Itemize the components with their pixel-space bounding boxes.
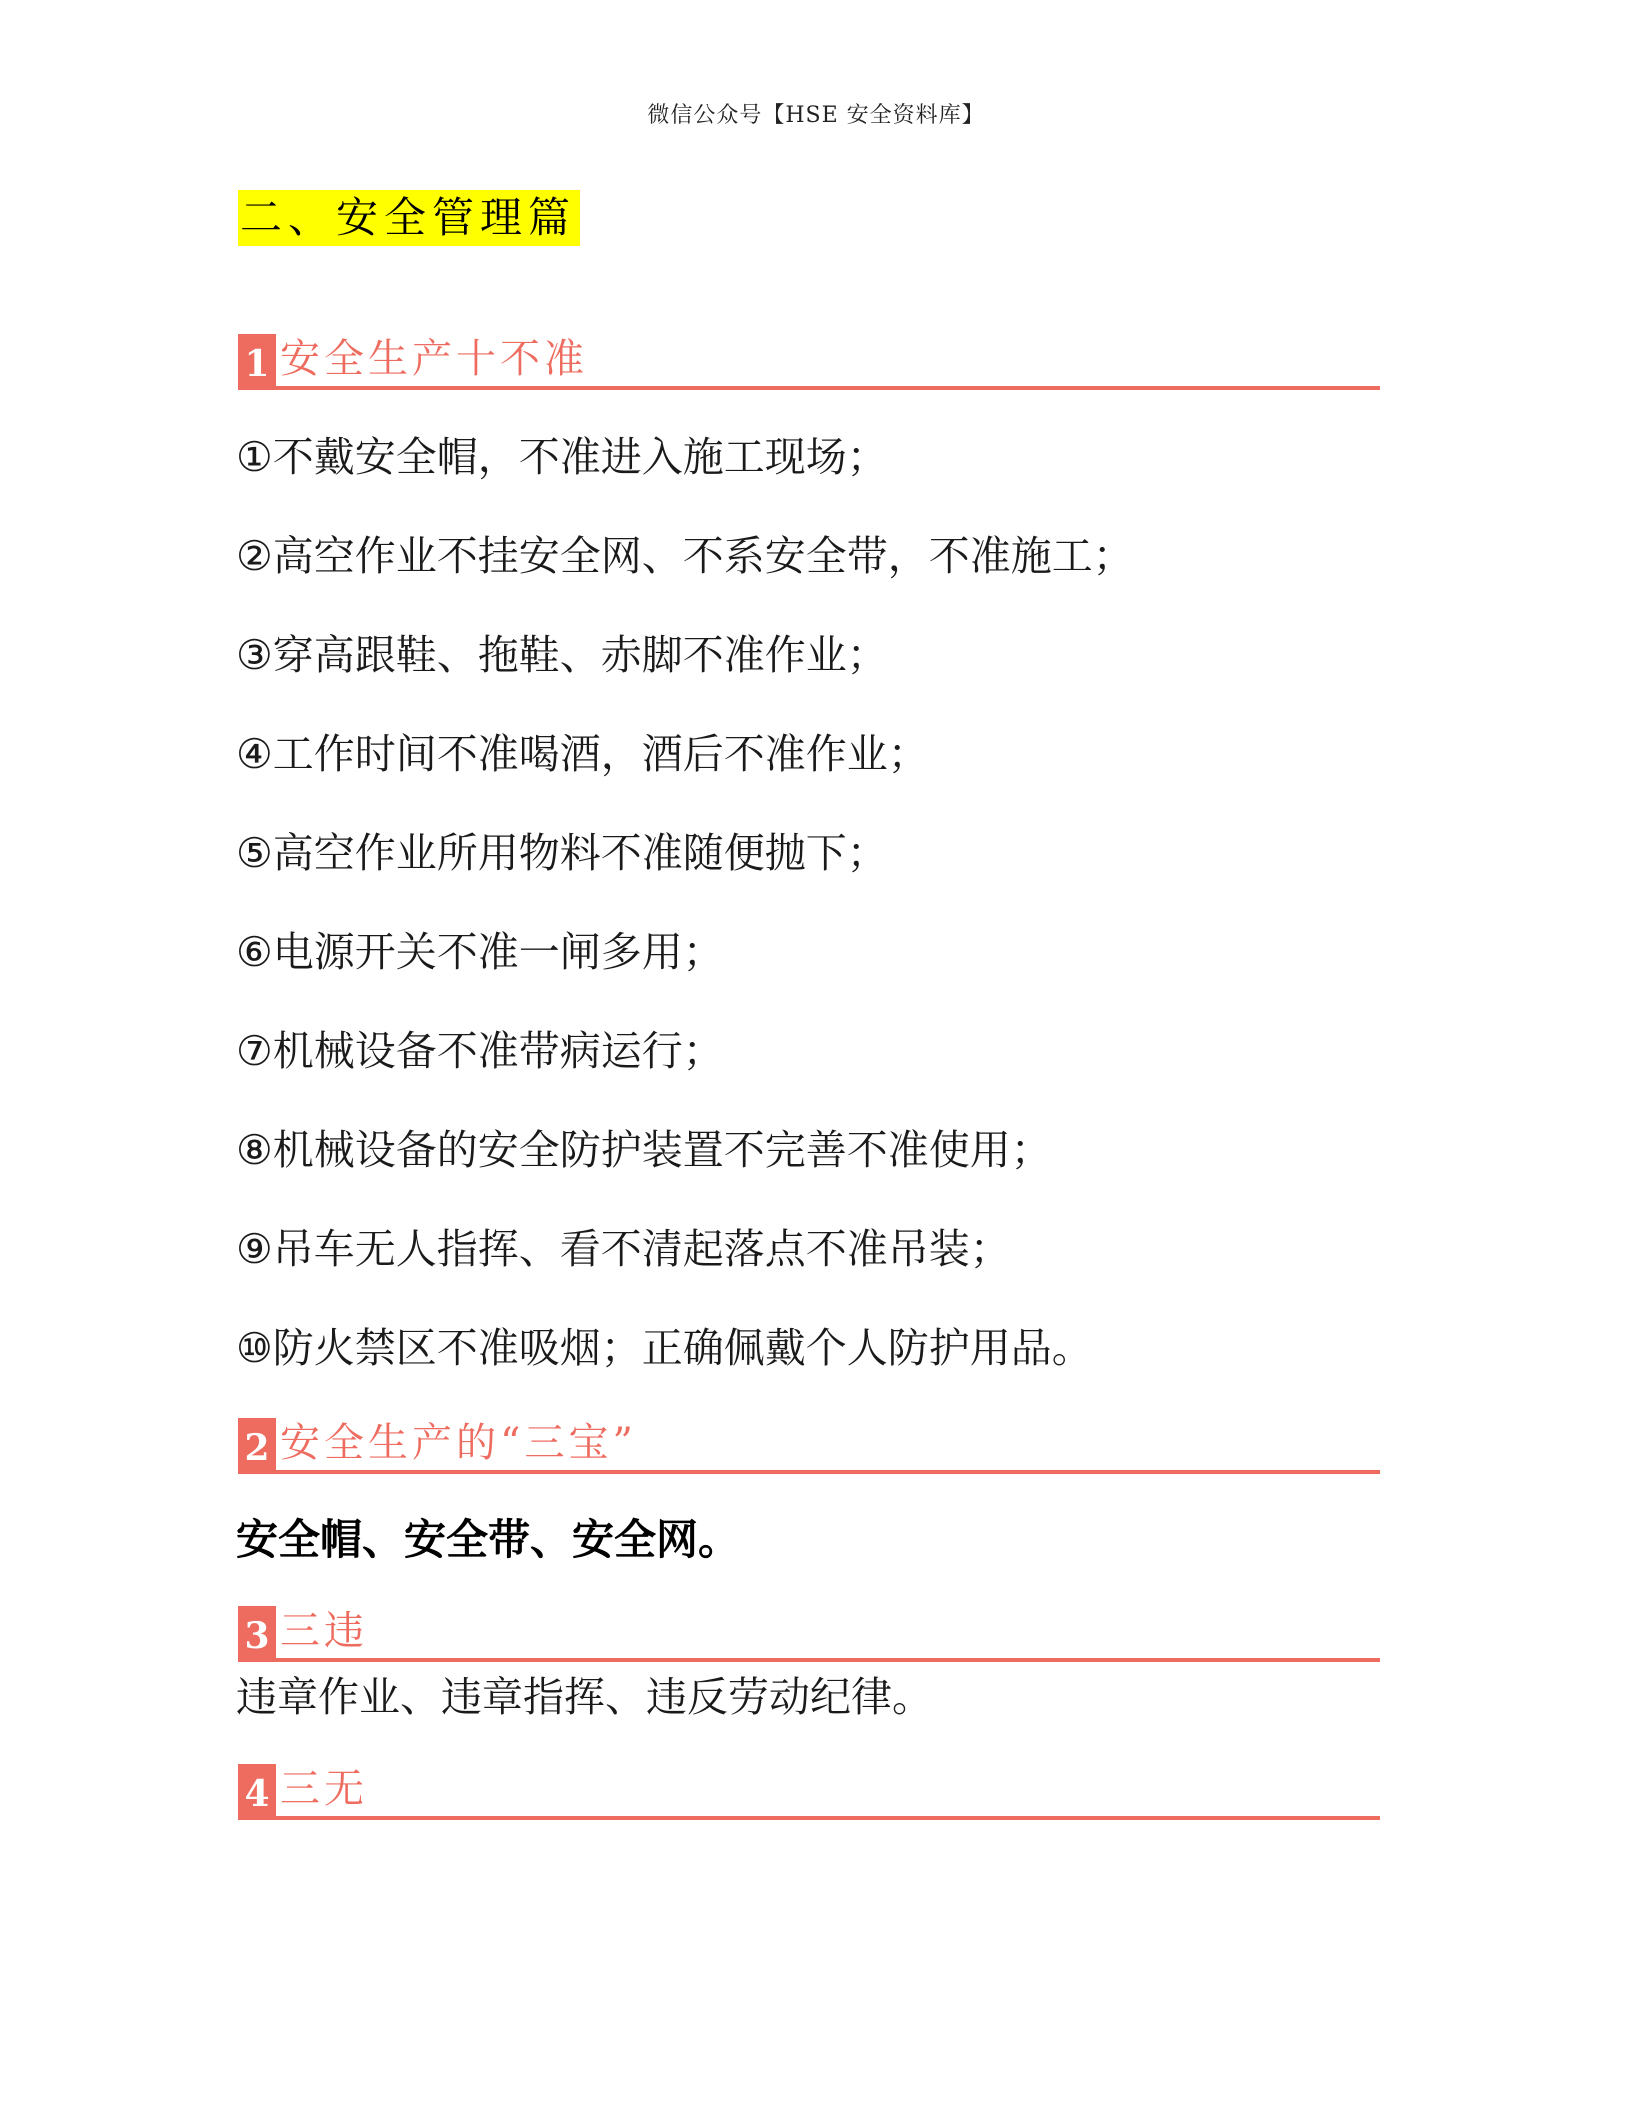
section-number-badge: 2 [238, 1418, 276, 1474]
section-title: 安全生产十不准 [280, 336, 588, 382]
rule-item-8: ⑧机械设备的安全防护装置不完善不准使用； [236, 1126, 1052, 1174]
rule-item-7: ⑦机械设备不准带病运行； [236, 1027, 724, 1075]
rule-item-4: ④工作时间不准喝酒，酒后不准作业； [236, 730, 929, 778]
section-heading-3 [238, 1602, 1380, 1662]
section-content-bold: 安全帽、安全带、安全网。 [236, 1515, 741, 1564]
section-title: 三违 [280, 1608, 368, 1654]
section-number-badge: 1 [238, 334, 276, 390]
rule-item-1: ①不戴安全帽，不准进入施工现场； [236, 433, 888, 481]
rule-item-3: ③穿高跟鞋、拖鞋、赤脚不准作业； [236, 631, 888, 679]
section-title: 安全生产的“三宝” [280, 1420, 637, 1466]
rule-item-2: ②高空作业不挂安全网、不系安全带，不准施工； [236, 532, 1134, 580]
section-heading-2 [238, 1414, 1380, 1474]
rule-item-10: ⑩防火禁区不准吸烟；正确佩戴个人防护用品。 [236, 1324, 1093, 1372]
section-content: 违章作业、违章指挥、违反劳动纪律。 [236, 1673, 933, 1721]
section-title: 三无 [280, 1766, 368, 1812]
section-number-badge: 3 [238, 1606, 276, 1662]
rule-item-6: ⑥电源开关不准一闸多用； [236, 928, 724, 976]
section-number-badge: 4 [238, 1764, 276, 1820]
section-heading-4 [238, 1760, 1380, 1820]
chapter-title: 二、安全管理篇 [238, 190, 580, 246]
page-header: 微信公众号【HSE 安全资料库】 [647, 103, 985, 128]
rule-item-9: ⑨吊车无人指挥、看不清起落点不准吊装； [236, 1225, 1011, 1273]
rule-item-5: ⑤高空作业所用物料不准随便抛下； [236, 829, 888, 877]
section-heading-1 [238, 330, 1380, 390]
